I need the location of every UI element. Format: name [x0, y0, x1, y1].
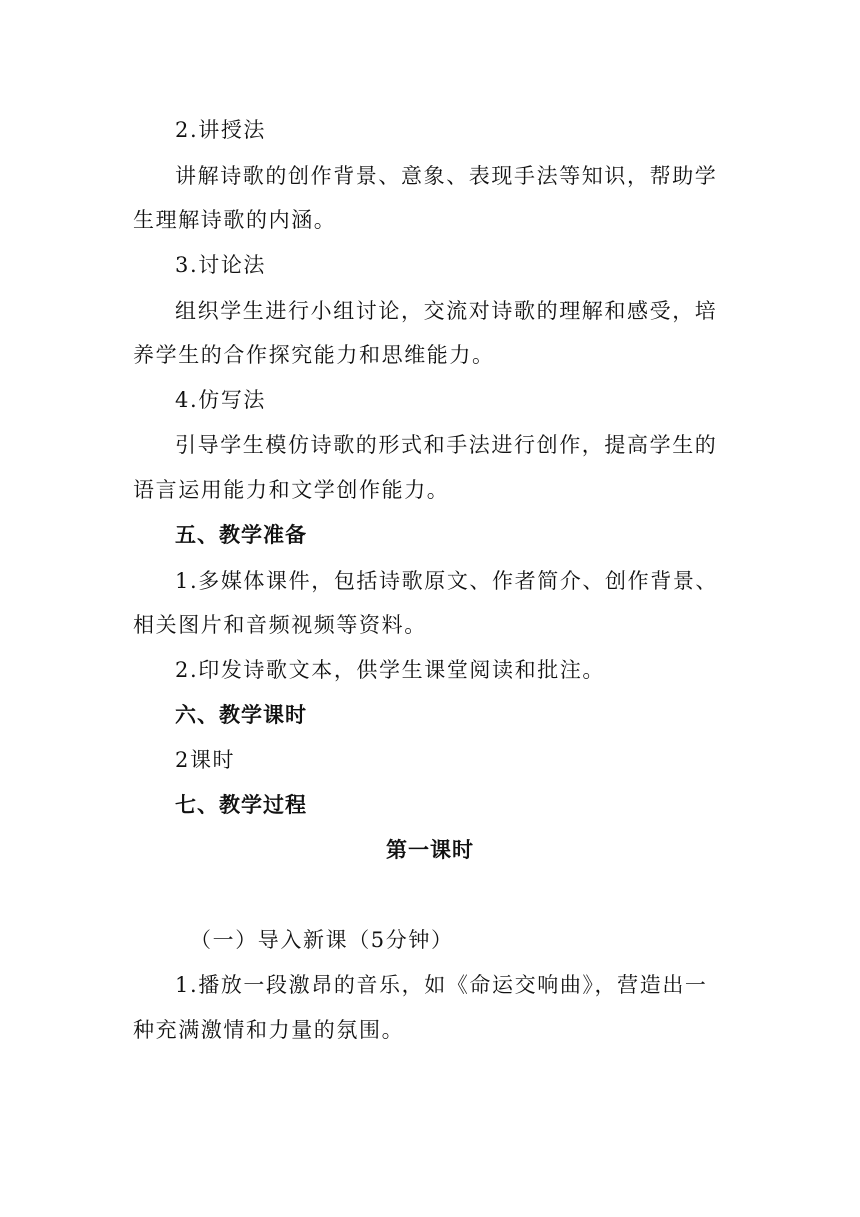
prep-item-1-line2: 相关图片和音频视频等资料。	[133, 613, 427, 637]
class-hours-value: 2课时	[175, 748, 236, 772]
prep-item-2: 2.印发诗歌文本，供学生课堂阅读和批注。	[175, 658, 606, 682]
step-1-line2: 种充满激情和力量的氛围。	[133, 1018, 405, 1042]
method-2-text-line1: 讲解诗歌的创作背景、意象、表现手法等知识，帮助学	[175, 164, 718, 188]
method-2-title: 2.讲授法	[175, 118, 267, 142]
prep-item-1-line1: 1.多媒体课件，包括诗歌原文、作者简介、创作背景、	[175, 569, 719, 593]
heading-class-hours: 六、教学课时	[175, 703, 307, 727]
step-1-line1: 1.播放一段激昂的音乐，如《命运交响曲》，营造出一	[175, 973, 708, 997]
method-3-title: 3.讨论法	[175, 253, 267, 277]
method-4-text-line2: 语言运用能力和文学创作能力。	[133, 478, 450, 502]
method-3-text-line2: 养学生的合作探究能力和思维能力。	[133, 343, 495, 367]
method-2-text-line2: 生理解诗歌的内涵。	[133, 208, 337, 232]
heading-teaching-process: 七、教学过程	[175, 793, 307, 817]
lesson-title: 第一课时	[386, 838, 474, 862]
method-4-text-line1: 引导学生模仿诗歌的形式和手法进行创作，提高学生的	[175, 433, 718, 457]
method-4-title: 4.仿写法	[175, 388, 267, 412]
method-3-text-line1: 组织学生进行小组讨论，交流对诗歌的理解和感受，培	[175, 299, 718, 323]
heading-teaching-preparation: 五、教学准备	[175, 523, 307, 547]
sub-heading-introduction: （一）导入新课（5分钟）	[190, 928, 454, 952]
